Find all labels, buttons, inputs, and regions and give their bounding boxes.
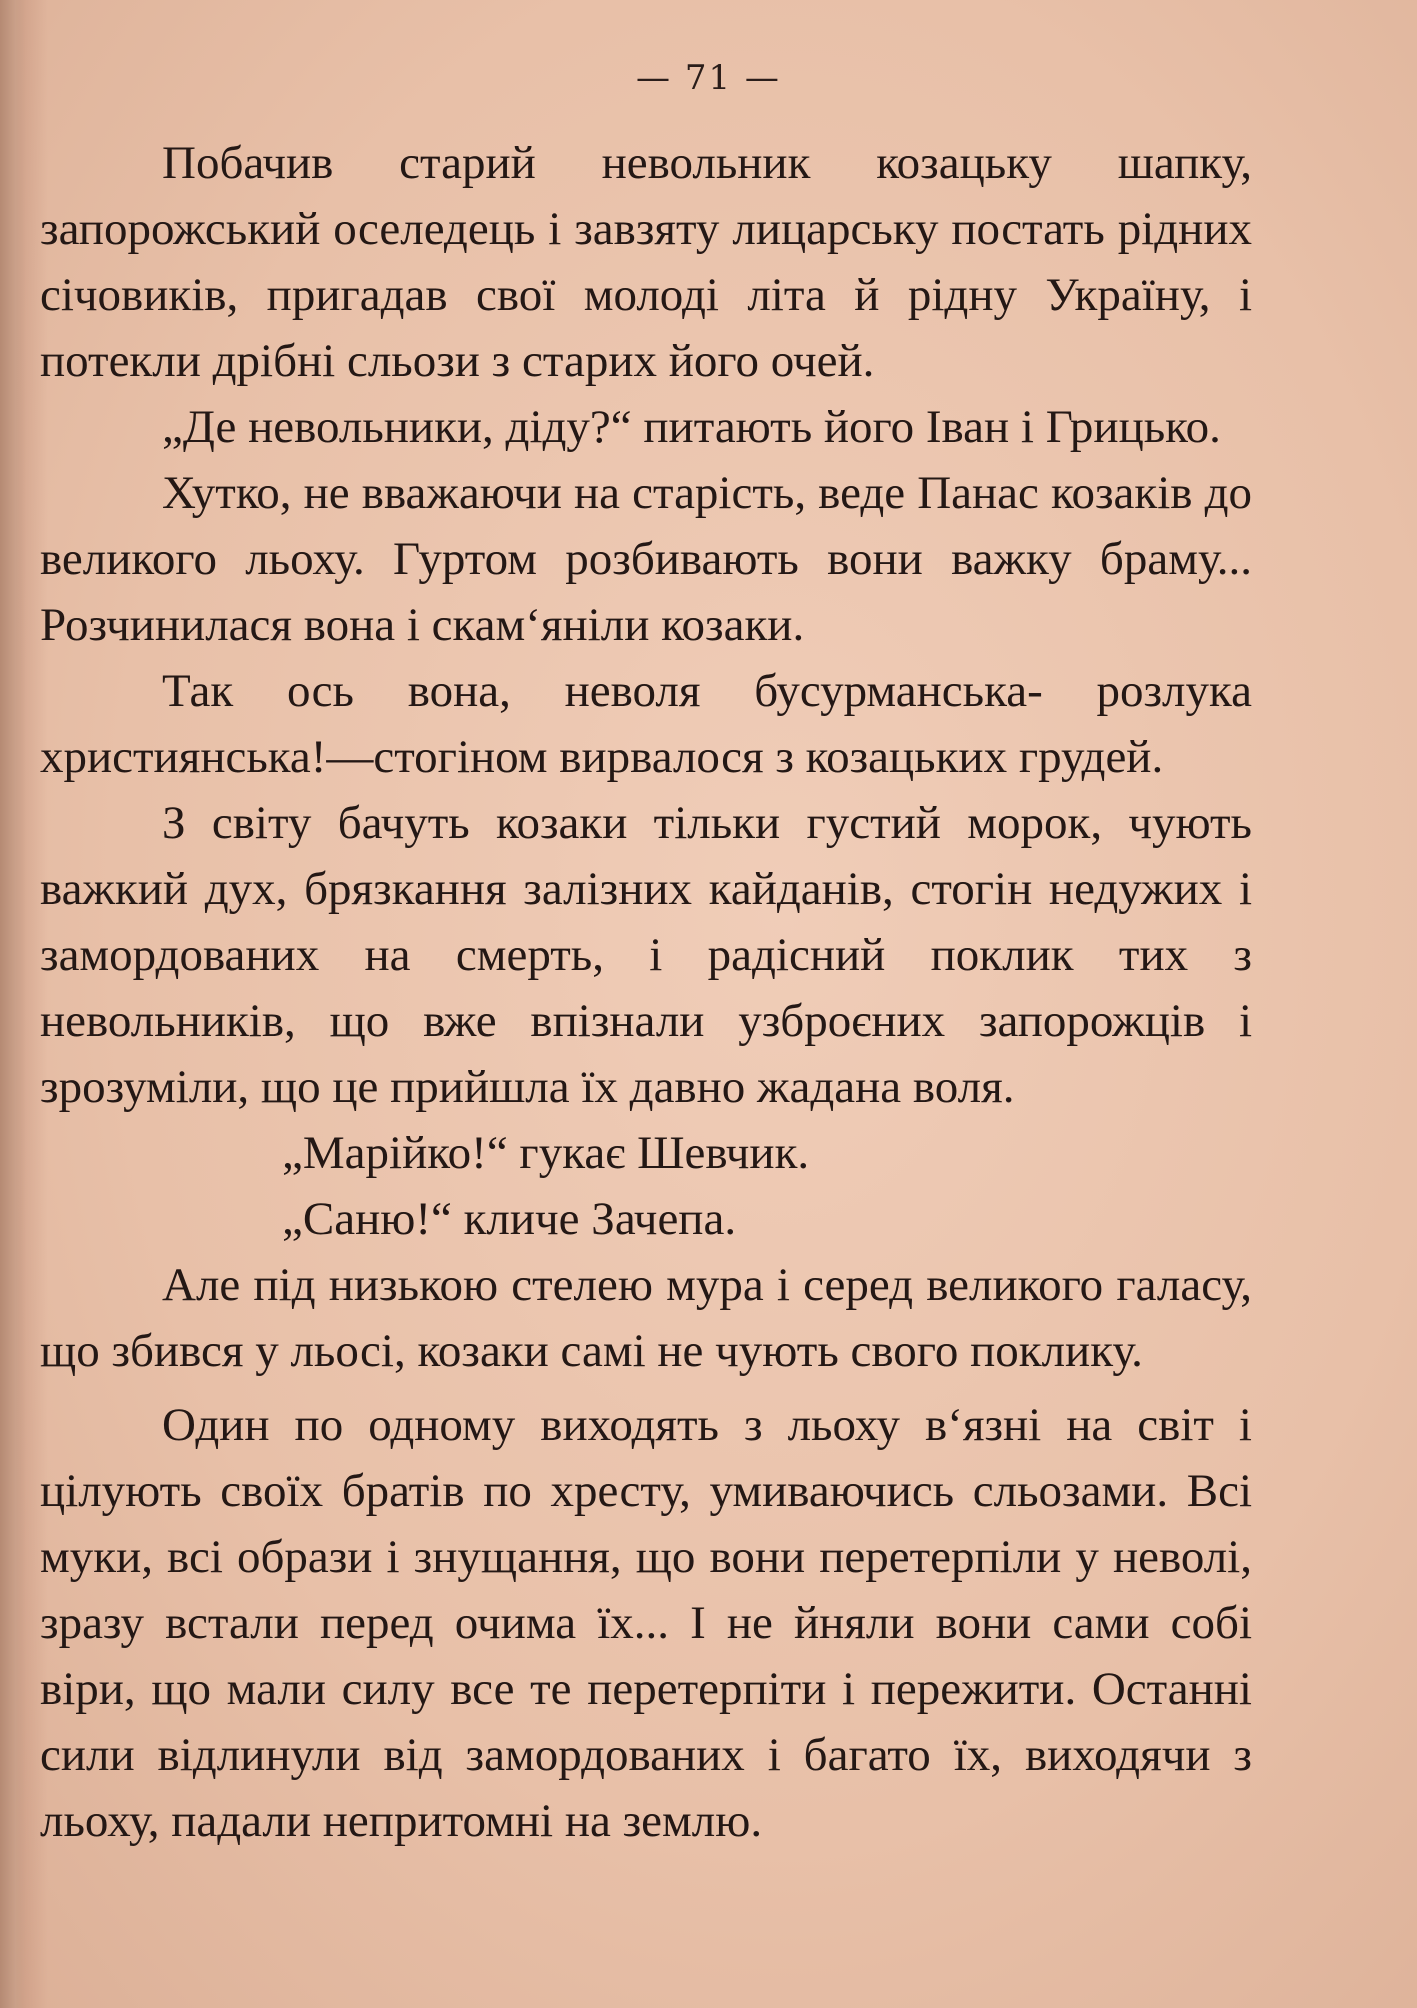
paragraph-4: Так ось вона, неволя бусурманська- розлука християнська!—стогіном вирвалося з козацьких грудей. [40,665,1252,783]
paragraph-3: Хутко, не вважаючи на старість, веде Панас козаків до великого льоху. Гуртом розбивають вони важку браму... Розчинилася вона і скам‘яніли козаки. [40,467,1252,651]
page-text-body [40,130,1252,1854]
page-spine-shadow [0,0,26,2008]
dialogue-line-1: „Марійко!“ гукає Шевчик. [282,1127,810,1179]
paragraph-6: Але під низькою стелею мура і серед великого галасу, що збився у льосі, козаки самі не чують свого поклику. [40,1259,1252,1377]
paragraph-7: Один по одному виходять з льоху в‘язні на світ і цілують своїх братів по хресту, умиваючись сльозами. Всі муки, всі образи і знущання, що вони перетерпіли у неволі, зразу встали перед очима їх... І не йняли вони сами собі віри, що мали силу все те перетерпіти і пережити. Останні сили відлинули від замордованих і багато їх, виходячи з льоху, падали непритомні на землю. [40,1399,1252,1847]
dialogue-line-2: „Саню!“ кличе Зачепа. [282,1193,737,1245]
paragraph-1: Побачив старий невольник козацьку шапку, запорожський оселедець і завзяту лицарську постать рідних січовиків, пригадав свої молоді літа й рідну Україну, і потекли дрібні сльози з старих його очей. [40,137,1252,387]
paragraph-5: З світу бачуть козаки тільки густий морок, чують важкий дух, брязкання залізних кайданів, стогін недужих і замордованих на смерть, і радісний поклик тих з невольників, що вже впізнали узброєних запорожців і зрозуміли, що це прийшла їх давно жадана воля. [40,797,1252,1113]
page-number-header: — 71 — [636,58,781,98]
paragraph-2: „Де невольники, діду?“ питають його Іван і Грицько. [162,401,1221,453]
